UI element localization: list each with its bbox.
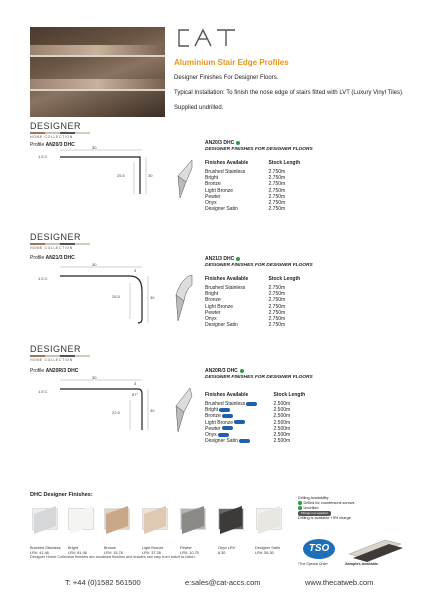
check-dot-icon bbox=[298, 506, 302, 510]
stair-nosing bbox=[30, 89, 165, 91]
table-row: Pewter 2.750m bbox=[205, 309, 286, 316]
page-title: Aluminium Stair Edge Profiles bbox=[174, 58, 289, 67]
stair-nosing bbox=[30, 55, 165, 57]
profile-drawing-an20 bbox=[30, 146, 195, 216]
swatch-bronze bbox=[104, 508, 130, 532]
tagline: Designer Finishes For Designer Floors. bbox=[174, 75, 279, 81]
finishes-table: Finishes Available Stock Length Brushed Stainless 2.750m Bright 2.750m Bronze 2.750m Light Bronze 2.750m Pewter 2.750m Onyx 2.750m Designer Satin 2.750m bbox=[205, 160, 315, 212]
table-row: Designer Satin 2.750m bbox=[205, 206, 286, 213]
svg-text:30: 30 bbox=[92, 146, 97, 150]
product-code: AN21/3 DHC bbox=[205, 256, 340, 262]
swatch-label: Light Bronze LRV: 37.28 bbox=[142, 546, 164, 555]
svg-text:3: 3 bbox=[134, 381, 137, 386]
table-row: Onyx 2.750m bbox=[205, 316, 286, 323]
swatch-label: Onyx LRV 6.30 bbox=[218, 546, 236, 555]
svg-text:87°: 87° bbox=[132, 392, 139, 397]
swatch-label: Bronze LRV: 15.78 bbox=[104, 546, 123, 555]
table-row: Brushed Stainless 2.750m bbox=[205, 285, 286, 291]
tso-logo: TSO bbox=[303, 539, 335, 559]
svg-text:22.5: 22.5 bbox=[112, 410, 120, 415]
table-row: Bright 2.500m bbox=[205, 407, 291, 414]
finish-tag-icon bbox=[219, 408, 230, 412]
profile-label: Profile AN20R/3 DHC bbox=[30, 368, 79, 374]
tso-caption: *The Special Order bbox=[298, 562, 328, 566]
svg-text:30: 30 bbox=[150, 408, 155, 413]
swatch-brushed-stainless bbox=[32, 508, 58, 532]
samples-image bbox=[345, 532, 405, 562]
intro-block bbox=[174, 58, 404, 119]
svg-text:30: 30 bbox=[92, 262, 97, 267]
designer-collection-logo: DESIGNER HOME COLLECTION bbox=[30, 233, 90, 250]
finishes-title: DHC Designer Finishes: bbox=[30, 492, 93, 498]
finishes-table: Finishes Available Stock Length Brushed Stainless 2.750m Bright 2.750m Bronze 2.750m Light Bronze 2.750m Pewter 2.750m Onyx 2.750m Designer Satin 2.750m bbox=[205, 276, 315, 328]
table-row: Bronze 2.750m bbox=[205, 181, 286, 188]
stair-tread bbox=[30, 45, 165, 55]
check-dot-icon bbox=[298, 501, 302, 505]
hero-stair-photo bbox=[30, 27, 165, 117]
svg-text:1.5 C: 1.5 C bbox=[38, 389, 48, 394]
table-row: Brushed Stainless 2.750m bbox=[205, 169, 286, 175]
designer-collection-logo: DESIGNER HOME COLLECTION bbox=[30, 122, 90, 139]
profile-label: Profile AN21/3 DHC bbox=[30, 255, 75, 261]
table-row: Designer Satin 2.750m bbox=[205, 322, 286, 329]
finish-tag-icon bbox=[234, 420, 245, 424]
swatch-pewter bbox=[180, 508, 206, 532]
finish-tag-icon bbox=[222, 426, 233, 430]
svg-text:25.5: 25.5 bbox=[112, 294, 120, 299]
samples-label: Samples Available bbox=[345, 562, 379, 566]
swatch-bright bbox=[68, 508, 94, 532]
fittings-pill: Fittings not supplied bbox=[298, 511, 331, 516]
installation-text: Typical Installation: To finish the nose edge of stairs fitted with LVT (Luxury Vinyl Tiles). bbox=[174, 90, 404, 96]
product-code: AN20R/3 DHC bbox=[205, 368, 340, 374]
table-row: Bronze 2.500m bbox=[205, 413, 291, 420]
profile-drawing-an21 bbox=[30, 261, 195, 341]
profile-drawing-an20r bbox=[30, 374, 195, 454]
available-dot-icon bbox=[240, 369, 244, 373]
designer-collection-logo: DESIGNER HOME COLLECTION bbox=[30, 345, 90, 362]
product-code: AN20/3 DHC bbox=[205, 140, 340, 146]
finish-tag-icon bbox=[218, 433, 229, 437]
footer-email[interactable]: e:sales@cat-accs.com bbox=[185, 578, 261, 587]
table-row: Light Bronze 2.750m bbox=[205, 187, 286, 194]
table-row: Bright 2.750m bbox=[205, 291, 286, 298]
swatch-label: Designer Satin LRV: 55.30 bbox=[255, 546, 280, 555]
product-an20: AN20/3 DHC DESIGNER FINISHES FOR DESIGNER FLOORS Finishes Available Stock Length Brushed Stainless 2.750m Bright 2.750m Bronze 2.750m Light Bronze 2.750m Pewter 2.750m Onyx 2.750m Designer Satin 2.750m bbox=[205, 140, 340, 212]
cat-logo bbox=[175, 26, 245, 50]
footer-website[interactable]: www.thecatweb.com bbox=[305, 578, 374, 587]
supplied-text: Supplied undrilled. bbox=[174, 105, 224, 111]
table-row: Designer Satin 2.500m bbox=[205, 438, 291, 445]
svg-text:30: 30 bbox=[150, 295, 155, 300]
swatch-designer-satin bbox=[256, 508, 282, 532]
table-row: Bright 2.750m bbox=[205, 175, 286, 182]
available-dot-icon bbox=[236, 141, 240, 145]
table-row: Onyx 2.500m bbox=[205, 432, 291, 439]
svg-text:30: 30 bbox=[148, 173, 153, 178]
table-row: Brushed Stainless 2.500m bbox=[205, 401, 291, 407]
svg-text:30: 30 bbox=[92, 375, 97, 380]
finish-tag-icon bbox=[239, 439, 250, 443]
svg-text:1.5 C: 1.5 C bbox=[38, 154, 48, 159]
table-row: Pewter 2.750m bbox=[205, 193, 286, 200]
finishes-table: Finishes Available Stock Length Brushed Stainless 2.500m Bright 2.500m Bronze 2.500m Light Bronze 2.500m Pewter 2.500m Onyx 2.500m Designer Satin 2.500m bbox=[205, 392, 315, 444]
product-an20r: AN20R/3 DHC DESIGNER FINISHES FOR DESIGNER FLOORS Finishes Available Stock Length Brushed Stainless 2.500m Bright 2.500m Bronze 2.500m Light Bronze 2.500m Pewter 2.500m Onyx 2.500m Designer Satin 2.500m bbox=[205, 368, 340, 444]
table-row: Bronze 2.750m bbox=[205, 297, 286, 304]
svg-text:1.5 C: 1.5 C bbox=[38, 276, 48, 281]
drilling-availability: Drilling Availability: Drilled for countersunk screws Undrilled Fittings not supplied Drilling is available +5% charge. bbox=[298, 496, 355, 520]
swatch-onyx bbox=[218, 508, 244, 532]
footer-phone: T: +44 (0)1582 561500 bbox=[65, 578, 141, 587]
stair-tread bbox=[30, 79, 165, 89]
swatch-light-bronze bbox=[142, 508, 168, 532]
available-dot-icon bbox=[236, 257, 240, 261]
finishes-note: Designer Home Collection finishes are anodised finishes and shades can vary from batch to batch. bbox=[30, 555, 196, 559]
table-row: Light Bronze 2.500m bbox=[205, 419, 291, 426]
swatch-label: Pewter LRV: 10.75 bbox=[180, 546, 199, 555]
svg-text:3: 3 bbox=[134, 268, 137, 273]
profile-label: Profile AN20/3 DHC bbox=[30, 142, 75, 148]
product-an21: AN21/3 DHC DESIGNER FINISHES FOR DESIGNER FLOORS Finishes Available Stock Length Brushed Stainless 2.750m Bright 2.750m Bronze 2.750m Light Bronze 2.750m Pewter 2.750m Onyx 2.750m Designer Satin 2.750m bbox=[205, 256, 340, 328]
finish-tag-icon bbox=[246, 402, 257, 406]
table-row: Pewter 2.500m bbox=[205, 425, 291, 432]
table-row: Onyx 2.750m bbox=[205, 200, 286, 207]
svg-text:25.5: 25.5 bbox=[117, 173, 125, 178]
swatch-label: Bright LRV: 81.06 bbox=[68, 546, 87, 555]
finish-tag-icon bbox=[222, 414, 233, 418]
table-row: Light Bronze 2.750m bbox=[205, 303, 286, 310]
swatch-label: Brushed Stainless LRV: 41.46 bbox=[30, 546, 61, 555]
